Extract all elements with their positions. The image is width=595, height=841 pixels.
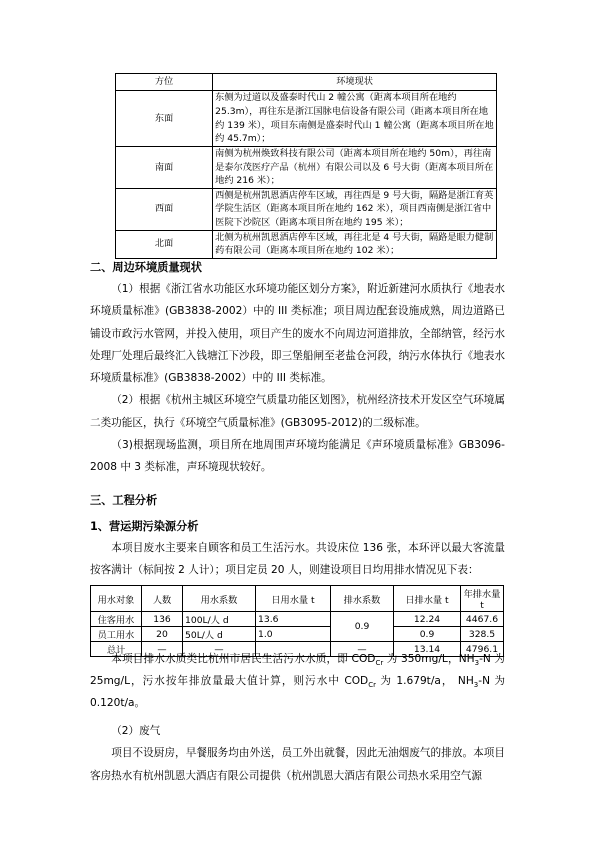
table-row bbox=[116, 91, 497, 147]
direction-cell: 南面 bbox=[116, 147, 213, 189]
cell: 住客用水 bbox=[91, 612, 142, 627]
status-cell: 东侧为过道以及盛泰时代山 2 幢公寓（距离本项目所在地约25.3m），再往东是浙江国脉电信设备有限公司（距离本项目所在地约 139 米），项目东南侧是盛泰时代山 1 幢公寓（距离本项目所在地约 45.7m）； bbox=[213, 91, 497, 147]
post-table-body bbox=[90, 648, 505, 787]
status-cell: 南侧为杭州焕致科技有限公司（距离本项目所在地约 50m），再往南是泰尔茂医疗产品（杭州）有限公司以及 6 号大街（距离本项目所在地约 216 米）； bbox=[213, 147, 497, 189]
section-heading: 三、工程分析 bbox=[90, 494, 158, 507]
paragraph: （2）废气 bbox=[111, 725, 161, 737]
water-usage-table bbox=[90, 585, 504, 657]
header-cell: 日用水量 t bbox=[256, 586, 331, 612]
table-header-row bbox=[116, 74, 497, 91]
cell: 50L/人 d bbox=[183, 627, 256, 642]
section3-intro bbox=[90, 537, 505, 582]
cell: — bbox=[183, 642, 256, 657]
header-direction: 方位 bbox=[116, 74, 213, 91]
header-cell: 人数 bbox=[142, 586, 183, 612]
cell: 0.9 bbox=[331, 612, 394, 642]
table-header-row bbox=[91, 586, 504, 612]
section-heading: 二、周边环境质量现状 bbox=[90, 261, 202, 274]
status-cell: 北侧为杭州凯恩酒店停车区域，再往北是 4 号大街，隔路是眼力健制药有限公司（距离本项目所在地约 102 米）； bbox=[213, 230, 497, 258]
subscript: Cr bbox=[368, 681, 376, 690]
cell: 1.0 bbox=[256, 627, 331, 642]
cell: 4467.6 bbox=[461, 612, 504, 627]
header-cell: 用水系数 bbox=[183, 586, 256, 612]
direction-cell: 北面 bbox=[116, 230, 213, 258]
subscript: Cr bbox=[375, 659, 384, 668]
cell: 4796.1 bbox=[461, 642, 504, 657]
cell: 13.14 bbox=[394, 642, 461, 657]
direction-cell: 东面 bbox=[116, 91, 213, 147]
cell: 12.24 bbox=[394, 612, 461, 627]
cell: 员工用水 bbox=[91, 627, 142, 642]
cell: 136 bbox=[142, 612, 183, 627]
table-row bbox=[91, 612, 504, 627]
paragraph: （1）根据《浙江省水功能区水环境功能区划分方案》，附近新建河水质执行《地表水环境质量标准》(GB3838-2002）中的 III 类标准；项目周边配套设施成熟，周边道路已铺设市政污水管网，并投入使用，项目产生的废水不向周边河道排放，全部纳管，经污水处理厂处理后最终汇入钱塘江下沙段，即三堡船闸至老盐仓河段，纳污水体执行《地表水环境质量标准》(GB3838-2002）中的 III 类标准。 bbox=[90, 283, 505, 385]
cell: 0.9 bbox=[394, 627, 461, 642]
paragraph bbox=[90, 648, 505, 714]
text-run: 为 1.679t/a， NH bbox=[375, 675, 474, 687]
cell: 13.6 bbox=[256, 612, 331, 627]
header-cell: 年排水量 t bbox=[461, 586, 504, 612]
cell: — bbox=[142, 642, 183, 657]
cell: — bbox=[331, 642, 394, 657]
status-cell: 西侧是杭州凯恩酒店停车区域，再往西是 9 号大街，隔路是浙江育英学院生活区（距离本项目所在地约 162 米），项目西南侧是浙江省中医院下沙院区（距离本项目所在地约 195 米）； bbox=[213, 188, 497, 230]
header-environment-status: 环境现状 bbox=[213, 74, 497, 91]
table-row bbox=[91, 627, 504, 642]
subscript: 3 bbox=[474, 659, 480, 668]
subsection-heading: 1、营运期污染源分析 bbox=[90, 520, 199, 533]
subscript: 3 bbox=[473, 681, 479, 690]
table-row bbox=[116, 188, 497, 230]
paragraph: 本项目废水主要来自顾客和员工生活污水。共设床位 136 张，本环评以最大客流量按客满计（标间按 2 人计）；项目定员 20 人，则建设项目日均用排水情况见下表： bbox=[90, 542, 505, 577]
paragraph: 项目不设厨房，早餐服务均由外送，员工外出就餐，因此无油烟废气的排放。本项目客房热水有杭州凯恩大酒店有限公司提供（杭州凯恩大酒店有限公司热水采用空气源 bbox=[90, 747, 505, 782]
paragraph: （3)根据现场监测，项目所在地周围声环境均能满足《声环境质量标准》GB3096-2008 中 3 类标准，声环境现状较好。 bbox=[90, 439, 505, 474]
text-run: -N 为 0.120t/a。 bbox=[90, 675, 505, 709]
text-run: 25mg/L，污水按年排放量最大值计算，则污水中 COD bbox=[90, 675, 369, 687]
cell: 20 bbox=[142, 627, 183, 642]
table-row bbox=[116, 230, 497, 258]
section2-body bbox=[90, 278, 505, 479]
cell: 总计 bbox=[91, 642, 142, 657]
header-cell: 用水对象 bbox=[91, 586, 142, 612]
table-row bbox=[116, 147, 497, 189]
paragraph: （2）根据《杭州主城区环境空气质量功能区划图》，杭州经济技术开发区空气环境属二类功能区，执行《环境空气质量标准》(GB3095-2012)的二级标准。 bbox=[90, 394, 505, 429]
cell: 328.5 bbox=[461, 627, 504, 642]
cell: 100L/人 d bbox=[183, 612, 256, 627]
header-cell: 排水系数 bbox=[331, 586, 394, 612]
text-run: -N 为 bbox=[479, 653, 505, 665]
text-run: 本项目排水水质类比杭州市居民生活污水水质，即 COD bbox=[111, 653, 376, 665]
environment-status-table bbox=[115, 73, 497, 259]
direction-cell: 西面 bbox=[116, 188, 213, 230]
text-run: 为 350mg/L，NH bbox=[383, 653, 475, 665]
header-cell: 日排水量 t bbox=[394, 586, 461, 612]
